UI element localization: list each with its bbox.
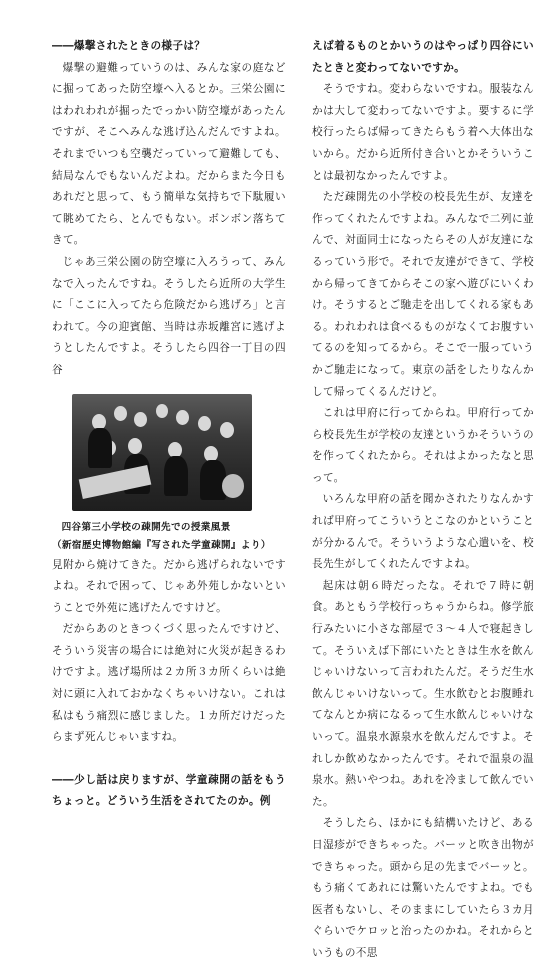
paragraph: そうですね。変わらないですね。服装なんかは大して変わってないですよ。要するに学校行ったらば帰ってきたらもう着へ大体出ないから。だから近所付き合いとかそういうことは最初なかったんですよ。 bbox=[312, 83, 534, 182]
paragraph: ただ疎開先の小学校の校長先生が、友達を作ってくれたんですよね。みんなで二列に並んで、対面同士になったらその人が友達になるっていう形で。それで友達ができて、学校から帰ってきてからそこの家へ遊びにいくわけ。そうするとご馳走を出してくれる家もある。われわれは食べるものがなくてお腹すいてるのを知ってるから。そこで一服っていうかご馳走になって。東京の話をしたりなんかして帰ってくるんだけど。 bbox=[312, 191, 534, 398]
interview-question: ――爆撃されたときの様子は？ bbox=[52, 40, 206, 52]
paragraph: そうしたら、ほかにも結構いたけど、ある日湿疹ができちゃった。バーッと吹き出物ができちゃった。頭から足の先までバーッと。もう痛くてあれには驚いたんですよね。でも医者もないし、そのままにしていたら３カ月ぐらいでケロッと治ったのかね。それからというもの不思 bbox=[312, 817, 534, 959]
paragraph: いろんな甲府の話を聞かされたりなんかすれば甲府ってこういうとこなのかということが分かるんで。そういうような心遣いを、校長先生がしてくれたんですよね。 bbox=[312, 493, 534, 571]
paragraph: 起床は朝６時だったな。それで７時に朝食。あともう学校行っちゃうからね。修学旅行みたいに小さな部屋で３～４人で寝起きして。そういえば下部にいたときは生水を飲んじゃいけないって言われたんだ。そうだ生水飲んじゃいけないって。生水飲むとお腹睡れてなんとか病になるって生水飲んじゃいけないって。温泉水源泉水を飲んだんですよ。それしか飲めなかったんです。それで温泉の温泉水。熱いやつね。あれを冷まして飲んでいた。 bbox=[312, 579, 534, 808]
paragraph: じゃあ三栄公園の防空壕に入ろうって、みんなで入ったんですね。そうしたら近所の大学生に「ここに入ってたら危険だから逃げろ」と言われて。今の迎賓館、当時は赤坂離宮に逃げようとしたんですよ。そうしたら四谷一丁目の四谷 bbox=[52, 255, 286, 376]
interview-question-continued: えば着るものとかいうのはやっぱり四谷にいたときと変わってないですか。 bbox=[312, 40, 534, 74]
left-column bbox=[52, 36, 286, 813]
paragraph: これは甲府に行ってからね。甲府行ってから校長先生が学校の友達というかそういうのを作ってくれたから。それはよかったなと思って。 bbox=[312, 407, 534, 484]
interview-question: ――少し話は戻りますが、学童疎開の話をもうちょっと。どういう生活をされてたのか。例 bbox=[52, 773, 286, 808]
paragraph: だからあのときつくづく思ったんですけど、そういう災害の場合には絶対に火災が起きるわけですよ。逃げ場所は２カ所３カ所くらいは絶対に頭に入れておかなくちゃいけない。これは私はもう痛烈に感じました。１カ所だけだったらまず死んじゃいますね。 bbox=[52, 623, 286, 744]
paragraph: 爆撃の避難っていうのは、みんな家の庭などに掘ってあった防空壕へ入るとか。三栄公園にはわれわれが掘ったでっかい防空壕があったんですが、そこへみんな逃げ込んだんですよね。それまでいつも空襲だっていって避難しても、結局なんでもないんだよね。だからまた今日もあれだと思って、もう簡単な気持ちで下駄履いて眺めてたら、とんでもない。ボンボン落ちてきて。 bbox=[52, 61, 286, 247]
caption-line-1: 四谷第三小学校の疎開先での授業風景 bbox=[61, 521, 231, 533]
photo-caption bbox=[52, 519, 286, 555]
right-column bbox=[312, 36, 534, 965]
paragraph: 見附から焼けてきた。だから逃げられないですよね。それで困って、じゃあ外苑しかないということで外苑に逃げたんですけど。 bbox=[52, 558, 286, 614]
caption-line-2: （新宿歴史博物館編『写された学童疎開』より） bbox=[52, 539, 271, 551]
classroom-photo bbox=[72, 394, 252, 511]
